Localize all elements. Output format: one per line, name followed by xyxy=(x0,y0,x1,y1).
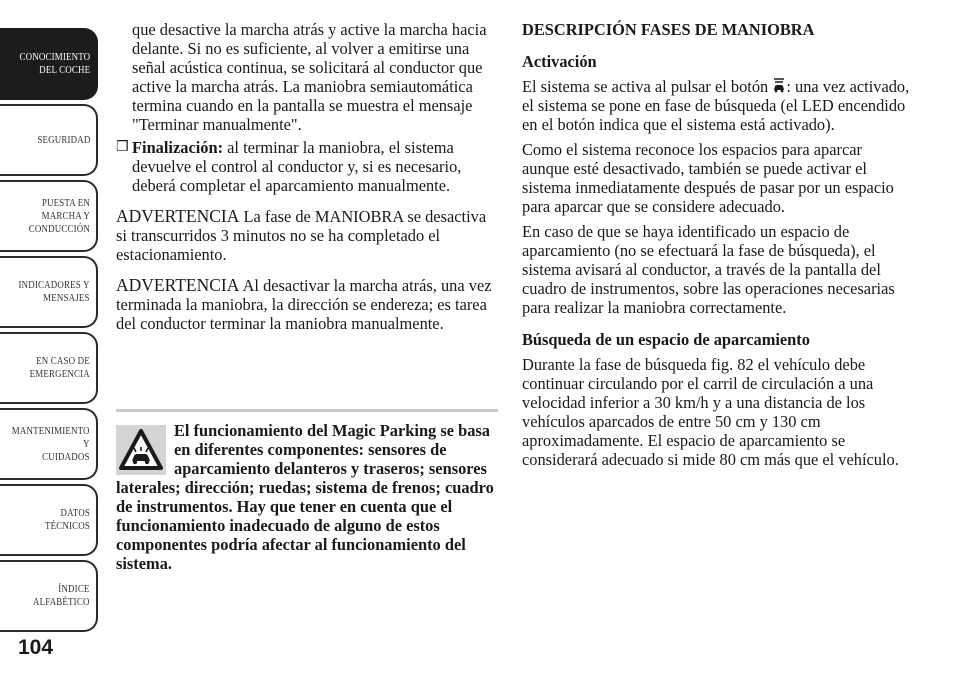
warning-paragraph-1 xyxy=(116,207,500,264)
paragraph-identified-space: En caso de que se haya identificado un espacio de aparcamiento (no se efectuará la fase de búsqueda), el sistema avisará al conductor, a través de la pantalla del cuadro de instrumentos, sobre las operaciones necesarias para realizar la maniobra correctamente. xyxy=(522,222,895,317)
tab-label: CONOCIMIENTO DEL COCHE xyxy=(19,52,90,76)
activation-text-a: El sistema se activa al pulsar el botón xyxy=(522,77,773,96)
notice-box xyxy=(116,409,498,573)
tab-label: PUESTA EN MARCHA Y CONDUCCIÓN xyxy=(28,197,90,235)
finalizacion-label: Finalización: xyxy=(132,138,224,157)
tab-label: EN CASO DE EMERGENCIA xyxy=(29,356,90,380)
warning-label: ADVERTENCIA xyxy=(116,275,240,295)
bullet-finalizacion xyxy=(116,138,500,195)
tab-puesta-en-marcha[interactable] xyxy=(0,180,98,252)
section-title: DESCRIPCIÓN FASES DE MANIOBRA xyxy=(522,20,815,39)
checkbox-bullet-icon: ❒ xyxy=(116,139,129,155)
right-column xyxy=(522,20,912,469)
continuation-paragraph: que desactive la marcha atrás y active la marcha hacia delante. Si no es suficiente, al volver a emitirse una señal acústica continua, se solicitará al conductor que active la marcha atrás. La maniobra semiautomática termina cuando en la pantalla se muestra el mensaje "Terminar manualmente". xyxy=(132,20,487,134)
paragraph-recognition: Como el sistema reconoce los espacios para aparcar aunque esté desactivado, también se puede activar el sistema inmediatamente después de pasar por un espacio para aparcar que se considere adecuado. xyxy=(522,140,894,216)
tab-label: INDICADORES Y MENSAJES xyxy=(18,280,90,304)
search-heading: Búsqueda de un espacio de aparcamiento xyxy=(522,330,810,349)
notice-text: El funcionamiento del Magic Parking se basa en diferentes componentes: sensores de aparcamiento delanteros y traseros; sensores laterales; dirección; ruedas; sistema de frenos; cuadro de instrumentos. Hay que tener en cuenta que el funcionamiento inadecuado de alguno de estos componentes podría afectar al funcionamiento del sistema. xyxy=(116,421,494,573)
activation-text-b: : una vez activado, el sistema se pone en fase de búsqueda (el LED encendido en el botón indica que el sistema está activado). xyxy=(522,77,910,134)
warning-triangle-car-icon xyxy=(116,425,166,475)
activation-heading: Activación xyxy=(522,52,597,71)
search-paragraph: Durante la fase de búsqueda fig. 82 el vehículo debe continuar circulando por el carril de circulación a una velocidad inferior a 30 km/h y a una distancia de los vehículos aparcados de entre 50 cm y 130 cm aproximadamente. El espacio de aparcamiento se considerará adecuado si mide 80 cm más que el vehículo. xyxy=(522,355,899,469)
finalizacion-text: al terminar la maniobra, el sistema devuelve el control al conductor y, si es necesario, deberá completar el aparcamiento manualmente. xyxy=(132,138,462,195)
tab-conocimiento-del-coche[interactable] xyxy=(0,28,98,100)
tab-mantenimiento-y-cuidados[interactable] xyxy=(0,408,98,480)
tab-label: MANTENIMIENTO Y CUIDADOS xyxy=(12,425,90,463)
tab-indice-alfabetico[interactable] xyxy=(0,560,98,632)
tab-seguridad[interactable] xyxy=(0,104,98,176)
tab-datos-tecnicos[interactable] xyxy=(0,484,98,556)
tab-indicadores-y-mensajes[interactable] xyxy=(0,256,98,328)
tab-en-caso-de-emergencia[interactable] xyxy=(0,332,98,404)
activation-paragraph xyxy=(522,77,912,134)
warning-text: La fase de MANIOBRA se desactiva si transcurridos 3 minutos no se ha completado el estacionamiento. xyxy=(116,207,487,264)
tab-label: DATOS TÉCNICOS xyxy=(45,508,90,532)
tab-label: ÍNDICE ALFABÉTICO xyxy=(33,584,90,608)
tab-label: SEGURIDAD xyxy=(36,134,90,146)
left-column xyxy=(116,20,500,333)
page-number: 104 xyxy=(18,636,54,659)
warning-label: ADVERTENCIA xyxy=(116,206,240,226)
warning-paragraph-2 xyxy=(116,276,500,333)
warning-text: Al desactivar la marcha atrás, una vez terminada la maniobra, la dirección se endereza; es tarea del conductor terminar la maniobra manualmente. xyxy=(116,276,492,333)
parking-assist-button-icon xyxy=(772,77,786,93)
